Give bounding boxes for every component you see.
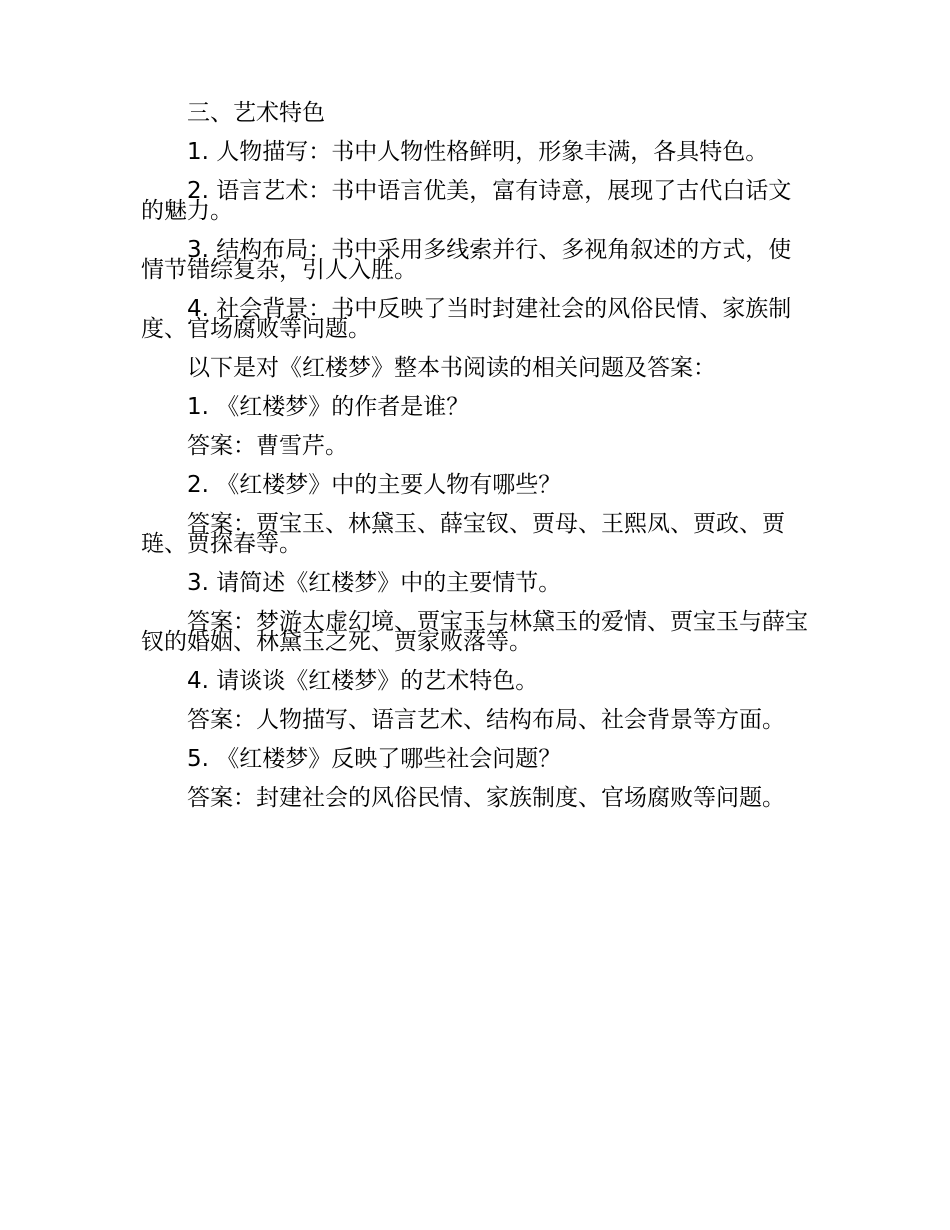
- answer-5: 答案：封建社会的风俗民情、家族制度、官场腐败等问题。: [187, 785, 785, 811]
- paragraph-character-portrayal: 1. 人物描写：书中人物性格鲜明，形象丰满，各具特色。: [187, 139, 769, 165]
- question-5: 5. 《红楼梦》反映了哪些社会问题？: [187, 746, 562, 772]
- answer-1: 答案：曹雪芹。: [187, 433, 348, 459]
- answer-4: 答案：人物描写、语言艺术、结构布局、社会背景等方面。: [187, 707, 785, 733]
- section-heading: 三、艺术特色: [187, 100, 325, 126]
- paragraph-social-background: 4. 社会背景：书中反映了当时封建社会的风俗民情、家族制度、官场腐败等问题。: [141, 296, 792, 342]
- document-body: [141, 100, 813, 827]
- question-4: 4. 请谈谈《红楼梦》的艺术特色。: [187, 668, 539, 694]
- answer-2: 答案：贾宝玉、林黛玉、薛宝钗、贾母、王熙凤、贾政、贾琏、贾探春等。: [141, 511, 785, 557]
- question-2: 2. 《红楼梦》中的主要人物有哪些？: [187, 472, 562, 498]
- question-1: 1. 《红楼梦》的作者是谁？: [187, 394, 470, 420]
- paragraph-structure: 3. 结构布局：书中采用多线索并行、多视角叙述的方式，使情节错综复杂，引人入胜。: [141, 237, 792, 283]
- answer-3: 答案：梦游太虚幻境、贾宝玉与林黛玉的爱情、贾宝玉与薛宝钗的婚姻、林黛玉之死、贾家败落等。: [141, 609, 808, 655]
- question-3: 3. 请简述《红楼梦》中的主要情节。: [187, 570, 562, 596]
- qa-intro: 以下是对《红楼梦》整本书阅读的相关问题及答案：: [187, 355, 716, 381]
- paragraph-language-art: 2. 语言艺术：书中语言优美，富有诗意，展现了古代白话文的魅力。: [141, 178, 792, 224]
